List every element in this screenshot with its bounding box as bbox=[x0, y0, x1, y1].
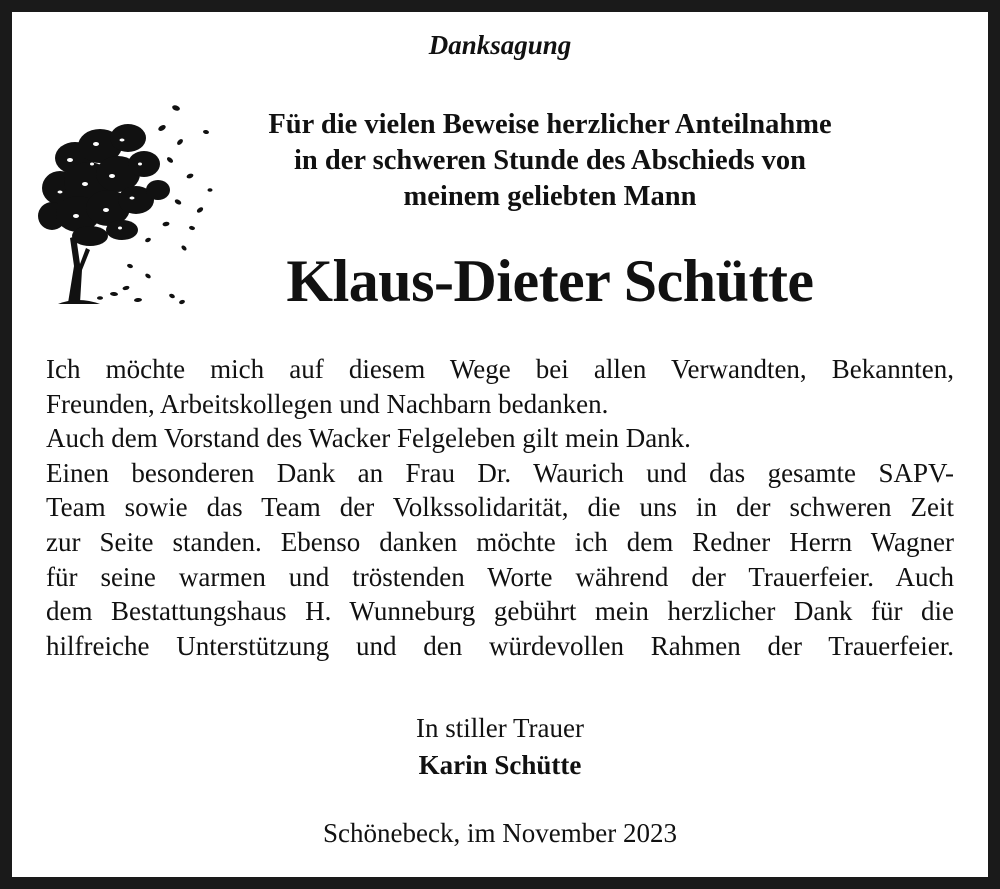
body-line: dem Bestattungshaus H. Wunneburg gebührt mein herzlicher Dank für die bbox=[46, 596, 954, 627]
intro-line: meinem geliebten Mann bbox=[403, 181, 697, 212]
body-line: Ich möchte mich auf diesem Wege bei allen Verwandten, Bekannten, bbox=[46, 354, 954, 384]
body-line: Freunden, Arbeitskollegen und Nachbarn bedanken. bbox=[46, 388, 609, 419]
intro-text bbox=[110, 107, 990, 215]
mourning-phrase: In stiller Trauer bbox=[416, 713, 584, 743]
body-line: für seine warmen und tröstenden Worte während der Trauerfeier. Auch bbox=[46, 561, 954, 592]
notice-heading: Danksagung bbox=[428, 30, 572, 60]
mourner-name: Karin Schütte bbox=[418, 750, 582, 780]
body-text bbox=[46, 352, 954, 663]
place-date: Schönebeck, im November 2023 bbox=[323, 818, 677, 848]
intro-line: Für die vielen Beweise herzlicher Anteilnahme bbox=[268, 109, 832, 140]
deceased-name: Klaus-Dieter Schütte bbox=[286, 248, 814, 314]
body-line: Einen besonderen Dank an Frau Dr. Waurich und das gesamte SAPV- bbox=[46, 457, 954, 488]
body-line: hilfreiche Unterstützung und den würdevollen Rahmen der Trauerfeier. bbox=[46, 630, 954, 661]
body-line: Auch dem Vorstand des Wacker Felgeleben gilt mein Dank. bbox=[46, 423, 691, 454]
intro-line: in der schweren Stunde des Abschieds von bbox=[293, 145, 807, 176]
body-line: Team sowie das Team der Volkssolidarität, die uns in der schweren Zeit bbox=[46, 492, 954, 523]
body-line: zur Seite standen. Ebenso danken möchte ich dem Redner Herrn Wagner bbox=[46, 526, 954, 557]
